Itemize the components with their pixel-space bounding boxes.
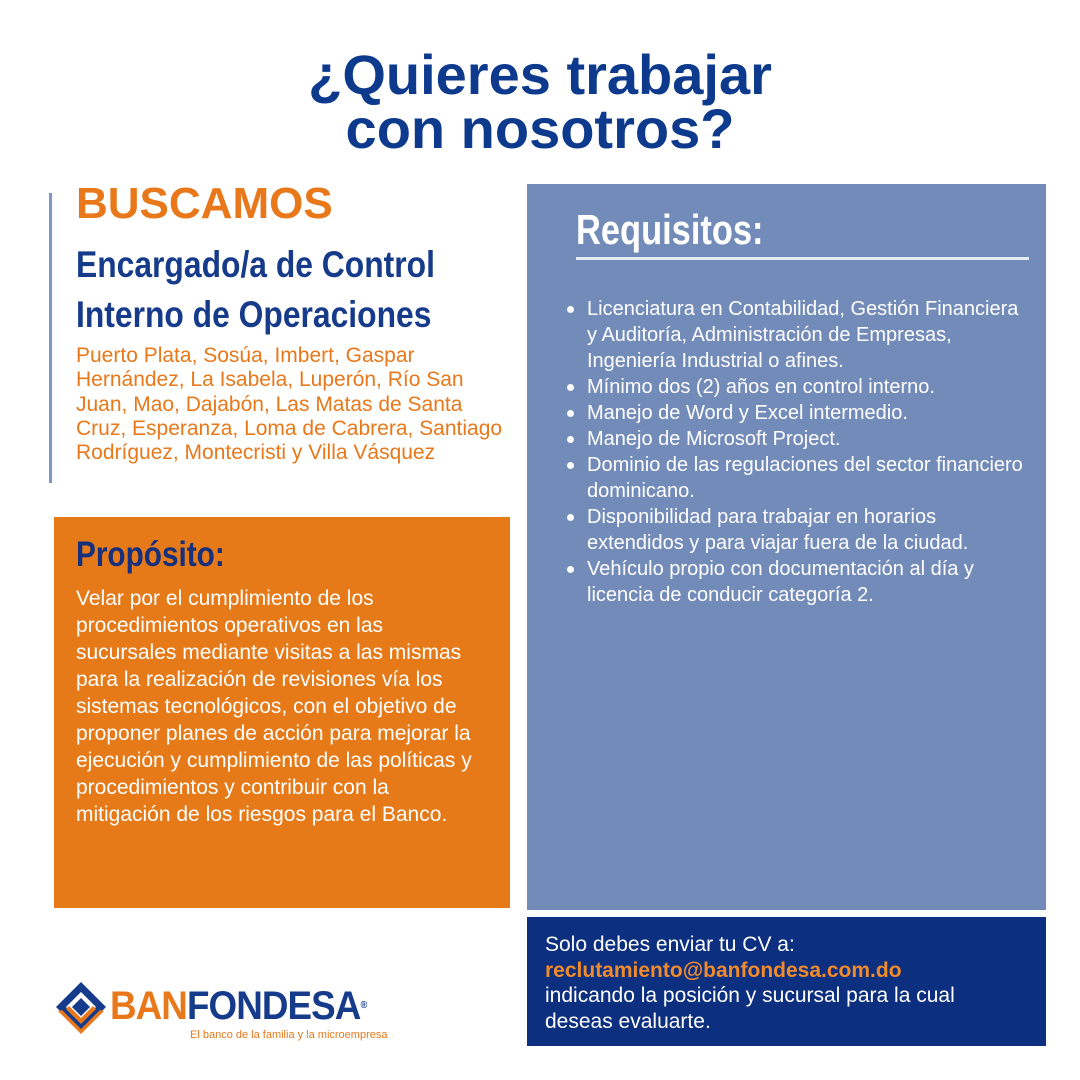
requirement-text: Disponibilidad para trabajar en horarios extendidos y para viajar fuera de la ciudad. <box>587 506 969 554</box>
requirement-text: Manejo de Word y Excel intermedio. <box>587 402 908 424</box>
bullet-icon <box>567 436 574 443</box>
purpose-title: Propósito: <box>76 535 225 574</box>
logo-emblem-icon <box>54 980 108 1034</box>
requirement-text: Manejo de Microsoft Project. <box>587 428 841 450</box>
purpose-panel <box>54 517 510 908</box>
headline-line-1: ¿Quieres trabajar <box>308 43 772 106</box>
requirement-text: Vehículo propio con documentación al día y licencia de conducir categoría 2. <box>587 558 974 606</box>
headline <box>0 43 1080 160</box>
job-title-line-2: Interno de Operaciones <box>76 294 432 335</box>
job-title <box>76 240 454 340</box>
requirement-item <box>565 452 1025 504</box>
logo-ban: BAN <box>110 984 187 1028</box>
bullet-icon <box>567 462 574 469</box>
job-title-line-1: Encargado/a de Control <box>76 244 435 285</box>
requirement-text: Licenciatura en Contabilidad, Gestión Financiera y Auditoría, Administración de Empresas, Ingeniería Industrial o afines. <box>587 298 1019 372</box>
headline-line-2: con nosotros? <box>345 97 735 160</box>
banfondesa-logo <box>54 978 388 1044</box>
bullet-icon <box>567 306 574 313</box>
requirements-panel <box>527 184 1046 910</box>
requirement-item <box>565 504 1025 556</box>
requirement-text: Dominio de las regulaciones del sector financiero dominicano. <box>587 454 1023 502</box>
requirement-item <box>565 400 1025 426</box>
bullet-icon <box>567 384 574 391</box>
bullet-icon <box>567 514 574 521</box>
job-locations: Puerto Plata, Sosúa, Imbert, Gaspar Hernández, La Isabela, Luperón, Río San Juan, Mao, Dajabón, Las Matas de Santa Cruz, Esperanza, Loma de Cabrera, Santiago Rodríguez, Montecristi y Villa Vásquez <box>76 344 503 465</box>
bullet-icon <box>567 410 574 417</box>
contact-intro: Solo debes enviar tu CV a: <box>545 933 795 956</box>
vertical-accent-rule <box>49 193 52 483</box>
purpose-text: Velar por el cumplimiento de los procedimientos operativos en las sucursales mediante visitas a las mismas para la realización de revisiones vía los sistemas tecnológicos, con el objetivo de proponer planes de acción para mejorar la ejecución y cumplimiento de las políticas y procedimientos y contribuir con la mitigación de los riesgos para el Banco. <box>76 587 472 826</box>
requirements-list <box>565 296 1025 608</box>
requirements-underline <box>576 257 1029 260</box>
bullet-icon <box>567 566 574 573</box>
contact-email-link[interactable]: reclutamiento@banfondesa.com.do <box>545 958 902 982</box>
requirement-item <box>565 426 1025 452</box>
contact-panel <box>527 917 1046 1046</box>
requirements-title: Requisitos: <box>576 206 764 253</box>
logo-wordmark <box>110 984 366 1028</box>
requirement-item <box>565 374 1025 400</box>
requirement-item <box>565 556 1025 608</box>
contact-text <box>545 932 1025 1034</box>
logo-fondesa: FONDESA <box>186 984 361 1028</box>
logo-registered-mark: ® <box>360 1000 367 1011</box>
contact-outro: indicando la posición y sucursal para la cual deseas evaluarte. <box>545 984 955 1033</box>
logo-tagline: El banco de la familia y la microempresa <box>190 1029 388 1041</box>
requirement-item <box>565 296 1025 374</box>
buscamos-kicker: BUSCAMOS <box>76 179 333 228</box>
requirement-text: Mínimo dos (2) años en control interno. <box>587 376 935 398</box>
